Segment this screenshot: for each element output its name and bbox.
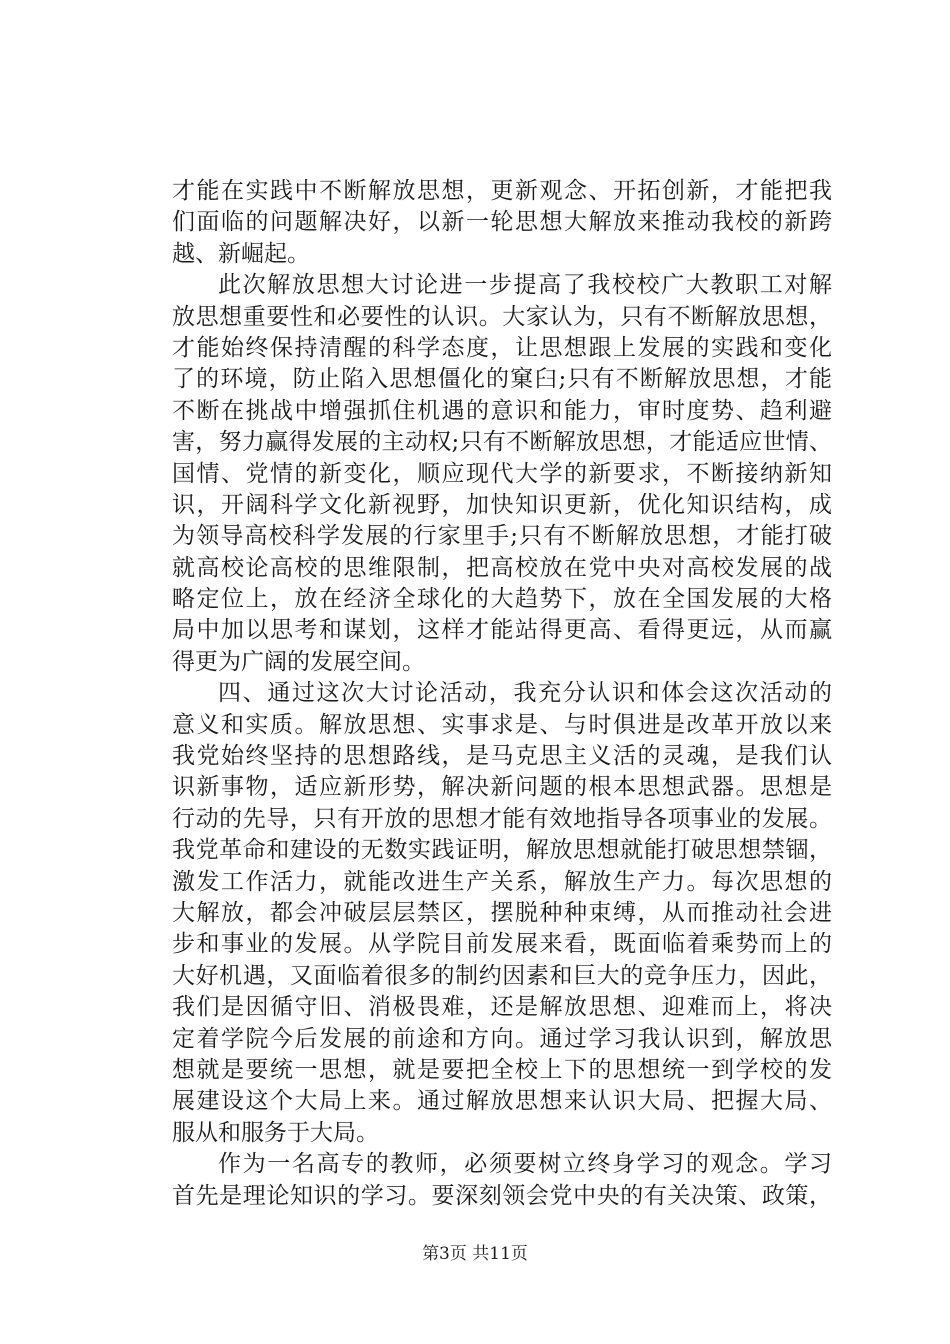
text-line: 得更为广阔的发展空间。 bbox=[172, 648, 425, 675]
text-line: 略定位上，放在经济全球化的大趋势下，放在全国发展的大格 bbox=[172, 586, 832, 613]
text-line: 害，努力赢得发展的主动权;只有不断解放思想，才能适应世情、 bbox=[172, 429, 832, 456]
text-line: 我党始终坚持的思想路线，是马克思主义活的灵魂，是我们认 bbox=[172, 743, 832, 770]
text-line: 首先是理论知识的学习。要深刻领会党中央的有关决策、政策， bbox=[172, 1182, 832, 1209]
text-line: 了的环境，防止陷入思想僵化的窠臼;只有不断解放思想，才能 bbox=[172, 366, 832, 393]
text-line: 我党革命和建设的无数实践证明，解放思想就能打破思想禁锢， bbox=[172, 837, 832, 864]
text-line: 此次解放思想大讨论进一步提高了我校校广大教职工对解 bbox=[218, 272, 832, 299]
text-line: 识新事物，适应新形势，解决新问题的根本思想武器。思想是 bbox=[172, 774, 832, 801]
text-line: 想就是要统一思想，就是要把全校上下的思想统一到学校的发 bbox=[172, 1056, 832, 1083]
text-line: 识，开阔科学文化新视野，加快知识更新，优化知识结构，成 bbox=[172, 491, 832, 518]
text-line: 服从和服务于大局。 bbox=[172, 1119, 379, 1146]
text-line: 意义和实质。解放思想、实事求是、与时俱进是改革开放以来 bbox=[172, 711, 832, 738]
text-line: 就高校论高校的思维限制，把高校放在党中央对高校发展的战 bbox=[172, 554, 832, 581]
text-line: 激发工作活力，就能改进生产关系，解放生产力。每次思想的 bbox=[172, 868, 832, 895]
text-line: 国情、党情的新变化，顺应现代大学的新要求，不断接纳新知 bbox=[172, 460, 832, 487]
text-line: 定着学院今后发展的前途和方向。通过学习我认识到，解放思 bbox=[172, 1025, 832, 1052]
text-line: 为领导高校科学发展的行家里手;只有不断解放思想，才能打破 bbox=[172, 523, 832, 550]
text-line: 们面临的问题解决好，以新一轮思想大解放来推动我校的新跨 bbox=[172, 209, 832, 236]
text-line: 行动的先导，只有开放的思想才能有效地指导各项事业的发展。 bbox=[172, 805, 832, 832]
text-line: 我们是因循守旧、消极畏难，还是解放思想、迎难而上，将决 bbox=[172, 994, 832, 1021]
text-line: 不断在挑战中增强抓住机遇的意识和能力，审时度势、趋利避 bbox=[172, 397, 832, 424]
text-line: 步和事业的发展。从学院目前发展来看，既面临着乘势而上的 bbox=[172, 931, 832, 958]
text-line: 局中加以思考和谋划，这样才能站得更高、看得更远，从而赢 bbox=[172, 617, 832, 644]
text-line: 大解放，都会冲破层层禁区，摆脱种种束缚，从而推动社会进 bbox=[172, 899, 832, 926]
text-line: 才能始终保持清醒的科学态度，让思想跟上发展的实践和变化 bbox=[172, 334, 832, 361]
text-line: 作为一名高专的教师，必须要树立终身学习的观念。学习 bbox=[218, 1151, 832, 1178]
page-footer: 第3页 共11页 bbox=[422, 1244, 528, 1264]
text-line: 放思想重要性和必要性的认识。大家认为，只有不断解放思想， bbox=[172, 303, 832, 330]
text-line: 大好机遇，又面临着很多的制约因素和巨大的竞争压力，因此， bbox=[172, 962, 832, 989]
text-line: 才能在实践中不断解放思想，更新观念、开拓创新，才能把我 bbox=[172, 178, 832, 204]
text-line: 越、新崛起。 bbox=[172, 240, 310, 267]
text-line: 四、通过这次大讨论活动，我充分认识和体会这次活动的 bbox=[218, 680, 832, 707]
document-body bbox=[172, 176, 832, 1212]
text-line: 展建设这个大局上来。通过解放思想来认识大局、把握大局、 bbox=[172, 1088, 832, 1115]
